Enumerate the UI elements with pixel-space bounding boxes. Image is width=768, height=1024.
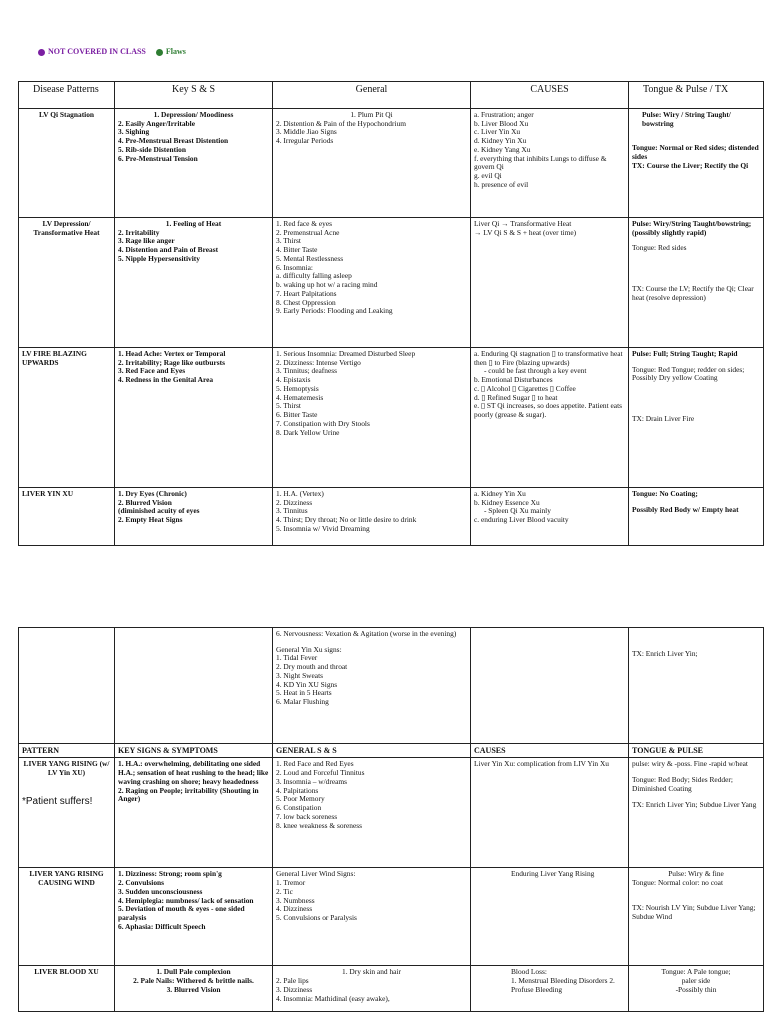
causes: Liver Qi → Transformative Heat → LV Qi S & S + heat (over time) bbox=[471, 218, 629, 348]
table-header-row bbox=[19, 82, 764, 109]
pattern-name: LIVER YANG RISING (w/ LV Yin XU) bbox=[23, 759, 110, 778]
causes: Blood Loss: 1. Menstrual Bleeding Disorders 2. Profuse Bleeding bbox=[471, 966, 629, 1012]
pattern-name: LIVER YANG RISING CAUSING WIND bbox=[19, 868, 115, 966]
patient-note: *Patient suffers! bbox=[22, 795, 93, 807]
general-signs: 1. Red face & eyes 2. Premenstrual Acne 3. Thirst 4. Bitter Taste 5. Mental Restlessness 6. Insomnia: a. difficulty falling asleep b. waking up hot w/ a racing mind 7. Heart Palpitations 8. Chest Oppression 9. Early Periods: Flooding and Leaking bbox=[273, 218, 471, 348]
purple-dot-icon bbox=[38, 49, 45, 56]
col-header-pattern: Disease Patterns bbox=[19, 82, 115, 109]
col-header-general: General bbox=[273, 82, 471, 109]
legend-flaws: Flaws bbox=[156, 47, 186, 56]
causes: a. Enduring Qi stagnation ▯ to transformative heat then ▯ to Fire (blazing upwards) - could be fast through a key event b. Emotional Disturbances c. ▯ Alcohol ▯ Cigarettes ▯ Coffee d. ▯ Refined Sugar ▯ to heat e. ▯ ST Qi increases, so does appetite. Patient eats poorly (grease & sugar). bbox=[471, 348, 629, 488]
general-signs: 6. Nervousness: Vexation & Agitation (worse in the evening) General Yin Xu signs: 1. Tidal Fever 2. Dry mouth and throat 3. Night Sweats 4. KD Yin XU Signs 5. Heat in 5 Hearts 6. Malar Flushing bbox=[273, 628, 471, 744]
pattern-cell bbox=[19, 758, 115, 868]
table-row bbox=[19, 218, 764, 348]
general-signs: 1. Red Face and Red Eyes 2. Loud and Forceful Tinnitus 3. Insomnia – w/dreams 4. Palpitations 5. Poor Memory 6. Constipation 7. low back soreness 8. knee weakness & soreness bbox=[273, 758, 471, 868]
tongue-pulse: Pulse: Wiry/String Taught/bowstring; (possibly slightly rapid) Tongue: Red sides TX: Course the LV; Rectify the Qi; Clear heat (resolve depression) bbox=[629, 218, 764, 348]
col-header-causes: CAUSES bbox=[471, 82, 629, 109]
col-header-key: Key S & S bbox=[115, 82, 273, 109]
general-signs: 1. Plum Pit Qi 2. Distention & Pain of the Hypochondrium 3. Middle Jiao Signs 4. Irregular Periods bbox=[273, 109, 471, 218]
table-row bbox=[19, 966, 764, 1012]
pattern-name: LIVER BLOOD XU bbox=[19, 966, 115, 1012]
table-row bbox=[19, 109, 764, 218]
col-header-causes: CAUSES bbox=[471, 744, 629, 758]
general-signs: General Liver Wind Signs: 1. Tremor 2. Tic 3. Numbness 4. Dizziness 5. Convulsions or Paralysis bbox=[273, 868, 471, 966]
causes: Enduring Liver Yang Rising bbox=[471, 868, 629, 966]
col-header-tongue: TONGUE & PULSE bbox=[629, 744, 764, 758]
legend-not-covered: NOT COVERED IN CLASS bbox=[38, 47, 146, 56]
general-signs: 1. Serious Insomnia: Dreamed Disturbed Sleep 2. Dizziness: Intense Vertigo 3. Tinnitus; deafness 4. Epistaxis 5. Hemoptysis 4. Hematemesis 5. Thirst 6. Bitter Taste 7. Constipation with Dry Stools 8. Dark Yellow Urine bbox=[273, 348, 471, 488]
causes: a. Frustration; anger b. Liver Blood Xu c. Liver Yin Xu d. Kidney Yin Xu e. Kidney Yang Xu f. everything that inhibits Lungs to diffuse & govern Qi g. evil Qi h. presence of evil bbox=[471, 109, 629, 218]
tongue-pulse: TX: Enrich Liver Yin; bbox=[629, 628, 764, 744]
key-signs: 1. Feeling of Heat 2. Irritability 3. Rage like anger 4. Distention and Pain of Breast 5. Nipple Hypersensitivity bbox=[115, 218, 273, 348]
tongue-pulse: Pulse: Wiry & fine Tongue: Normal color: no coat TX: Nourish LV Yin; Subdue Liver Yang; Subdue Wind bbox=[629, 868, 764, 966]
causes: Liver Yin Xu: complication from LIV Yin Xu bbox=[471, 758, 629, 868]
general-signs: 1. H.A. (Vertex) 2. Dizziness 3. Tinnitus 4. Thirst; Dry throat; No or little desire to drink 5. Insomnia w/ Vivid Dreaming bbox=[273, 488, 471, 546]
pattern-name: LV FIRE BLAZING UPWARDS bbox=[19, 348, 115, 488]
key-signs: 1. Dull Pale complexion 2. Pale Nails: Withered & brittle nails. 3. Blurred Vision bbox=[115, 966, 273, 1012]
pattern-name: LIVER YIN XU bbox=[19, 488, 115, 546]
key-signs: 1. Depression/ Moodiness 2. Easily Anger/Irritable 3. Sighing 4. Pre-Menstrual Breast Distention 5. Rib-side Distention 6. Pre-Menstrual Tension bbox=[115, 109, 273, 218]
tongue-pulse: pulse: wiry & -poss. Fine -rapid w/heat Tongue: Red Body; Sides Redder; Diminished Coating TX: Enrich Liver Yin; Subdue Liver Yang bbox=[629, 758, 764, 868]
tongue-pulse: Pulse: Full; String Taught; Rapid Tongue: Red Tongue; redder on sides; Possibly Dry yellow Coating TX: Drain Liver Fire bbox=[629, 348, 764, 488]
table-row bbox=[19, 868, 764, 966]
pattern-name: LV Qi Stagnation bbox=[19, 109, 115, 218]
key-signs: 1. H.A.: overwhelming, debilitating one sided H.A.; sensation of heat rushing to the head; like waving crashing on shore; heavy headedness 2. Raging on People; irritability (Shouting in Anger) bbox=[115, 758, 273, 868]
col-header-tongue: Tongue & Pulse / TX bbox=[629, 82, 764, 109]
general-signs: 1. Dry skin and hair 2. Pale lips 3. Dizziness 4. Insomnia: Mathidinal (easy awake), bbox=[273, 966, 471, 1012]
key-signs: 1. Dry Eyes (Chronic) 2. Blurred Vision (diminished acuity of eyes 2. Empty Heat Signs bbox=[115, 488, 273, 546]
table-header-row bbox=[19, 744, 764, 758]
tongue-pulse: Tongue: A Pale tongue; paler side -Possibly thin bbox=[629, 966, 764, 1012]
col-header-key: KEY SIGNS & SYMPTOMS bbox=[115, 744, 273, 758]
tongue-pulse: Tongue: No Coating; Possibly Red Body w/ Empty heat bbox=[629, 488, 764, 546]
liver-patterns-table-2 bbox=[18, 627, 764, 1012]
table-row-continued bbox=[19, 628, 764, 744]
table-row bbox=[19, 488, 764, 546]
pattern-name: LV Depression/ Transformative Heat bbox=[19, 218, 115, 348]
liver-patterns-table-1 bbox=[18, 81, 764, 546]
tongue-pulse: Pulse: Wiry / String Taught/ bowstring Tongue: Normal or Red sides; distended sides TX: Course the Liver; Rectify the Qi bbox=[629, 109, 764, 218]
col-header-pattern: PATTERN bbox=[19, 744, 115, 758]
green-dot-icon bbox=[156, 49, 163, 56]
table-row bbox=[19, 348, 764, 488]
key-signs: 1. Head Ache: Vertex or Temporal 2. Irritability; Rage like outbursts 3. Red Face and Eyes 4. Redness in the Genital Area bbox=[115, 348, 273, 488]
table-row bbox=[19, 758, 764, 868]
col-header-general: GENERAL S & S bbox=[273, 744, 471, 758]
key-signs: 1. Dizziness: Strong; room spin'g 2. Convulsions 3. Sudden unconsciousness 4. Hemiplegia: numbness/ lack of sensation 5. Deviation of mouth & eyes - one sided paralysis 6. Aphasia: Difficult Speech bbox=[115, 868, 273, 966]
causes: a. Kidney Yin Xu b. Kidney Essence Xu - Spleen Qi Xu mainly c. enduring Liver Blood vacuity bbox=[471, 488, 629, 546]
legend bbox=[38, 47, 186, 56]
